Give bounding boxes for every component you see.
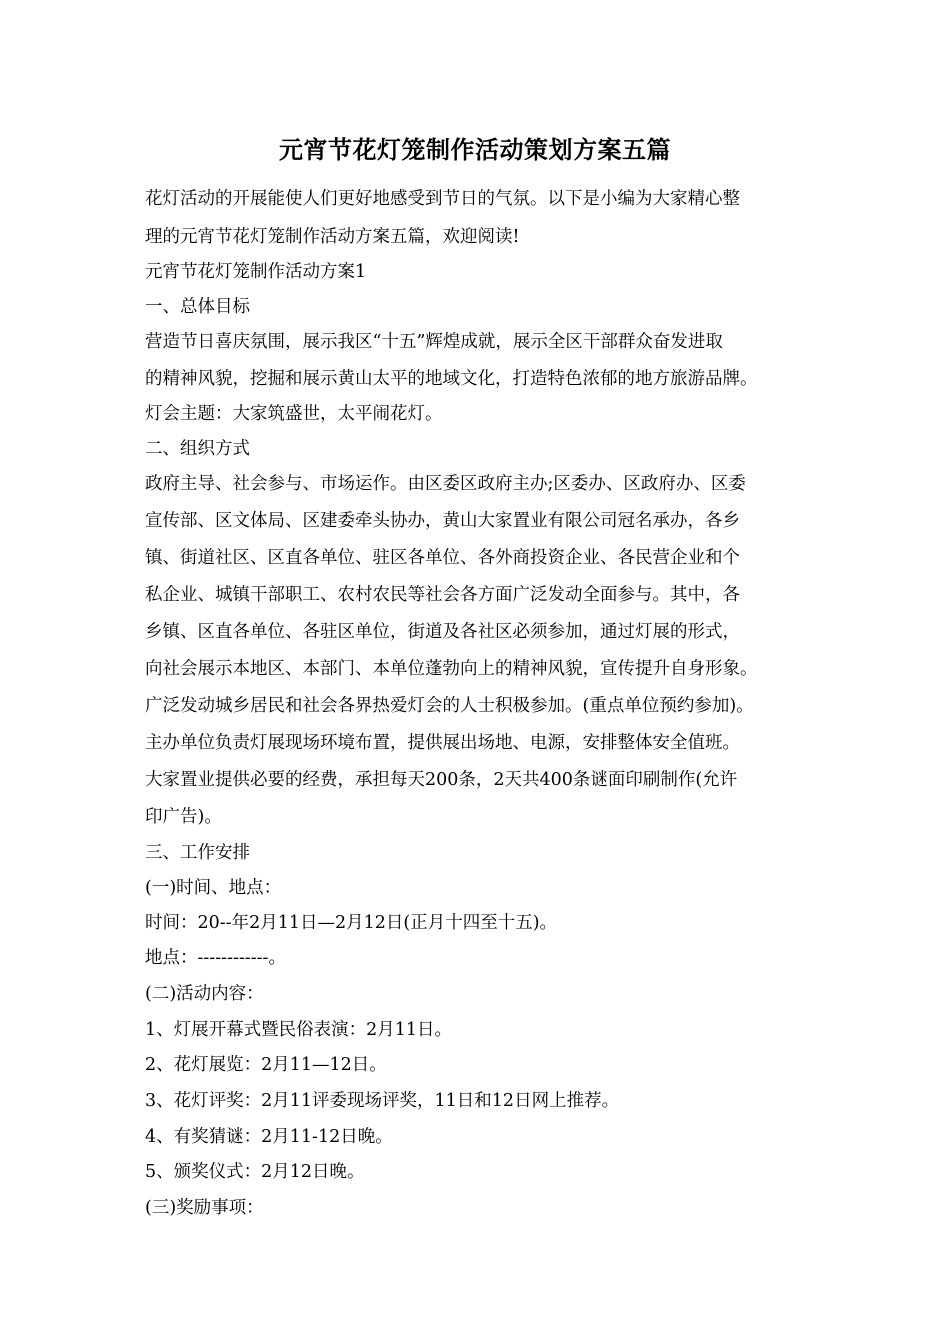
list-item: 1、灯展开幕式暨民俗表演：2月11日。 bbox=[145, 1020, 453, 1040]
paragraph-line: 政府主导、社会参与、市场运作。由区委区政府主办;区委办、区政府办、区委 bbox=[145, 474, 746, 494]
paragraph-line: 向社会展示本地区、本部门、本单位蓬勃向上的精神风貌，宣传提升自身形象。 bbox=[145, 659, 758, 679]
section-heading-goals: 一、总体目标 bbox=[145, 297, 250, 317]
paragraph-line: 灯会主题：大家筑盛世，太平闹花灯。 bbox=[145, 404, 443, 424]
list-item: 3、花灯评奖：2月11评委现场评奖，11日和12日网上推荐。 bbox=[145, 1091, 620, 1111]
subsection-heading: (二)活动内容： bbox=[145, 984, 264, 1004]
list-item: 5、颁奖仪式：2月12日晚。 bbox=[145, 1162, 365, 1182]
paragraph-line: 广泛发动城乡居民和社会各界热爱灯会的人士积极参加。(重点单位预约参加)。 bbox=[145, 696, 754, 716]
paragraph-line: 的精神风貌，挖掘和展示黄山太平的地域文化，打造特色浓郁的地方旅游品牌。 bbox=[145, 369, 758, 389]
subsection-heading: (三)奖励事项： bbox=[145, 1198, 264, 1218]
paragraph-line: 时间：20--年2月11日—2月12日(正月十四至十五)。 bbox=[145, 913, 558, 933]
paragraph-line: 镇、街道社区、区直各单位、驻区各单位、各外商投资企业、各民营企业和个 bbox=[145, 548, 740, 568]
list-item: 4、有奖猜谜：2月11-12日晚。 bbox=[145, 1127, 393, 1147]
intro-line-1: 花灯活动的开展能使人们更好地感受到节日的气氛。以下是小编为大家精心整 bbox=[145, 189, 740, 209]
subsection-heading: (一)时间、地点： bbox=[145, 878, 282, 898]
document-title: 元宵节花灯笼制作活动策划方案五篇 bbox=[279, 135, 671, 164]
paragraph-line: 营造节日喜庆氛围，展示我区“十五”辉煌成就，展示全区干部群众奋发进取 bbox=[145, 332, 723, 352]
section-heading-work: 三、工作安排 bbox=[145, 843, 250, 863]
list-item: 2、花灯展览：2月11—12日。 bbox=[145, 1055, 387, 1075]
plan-heading: 元宵节花灯笼制作活动方案1 bbox=[145, 262, 367, 282]
section-heading-organization: 二、组织方式 bbox=[145, 439, 250, 459]
paragraph-line: 印广告)。 bbox=[145, 807, 222, 827]
intro-line-2: 理的元宵节花灯笼制作活动方案五篇，欢迎阅读! bbox=[145, 227, 520, 247]
paragraph-line: 乡镇、区直各单位、各驻区单位，街道及各社区必须参加，通过灯展的形式， bbox=[145, 622, 740, 642]
paragraph-line: 地点：------------。 bbox=[145, 948, 286, 968]
paragraph-line: 私企业、城镇干部职工、农村农民等社会各方面广泛发动全面参与。其中，各 bbox=[145, 585, 740, 605]
paragraph-line: 大家置业提供必要的经费，承担每天200条，2天共400条谜面印刷制作(允许 bbox=[145, 770, 738, 790]
paragraph-line: 宣传部、区文体局、区建委牵头协办，黄山大家置业有限公司冠名承办，各乡 bbox=[145, 511, 740, 531]
paragraph-line: 主办单位负责灯展现场环境布置，提供展出场地、电源，安排整体安全值班。 bbox=[145, 733, 740, 753]
